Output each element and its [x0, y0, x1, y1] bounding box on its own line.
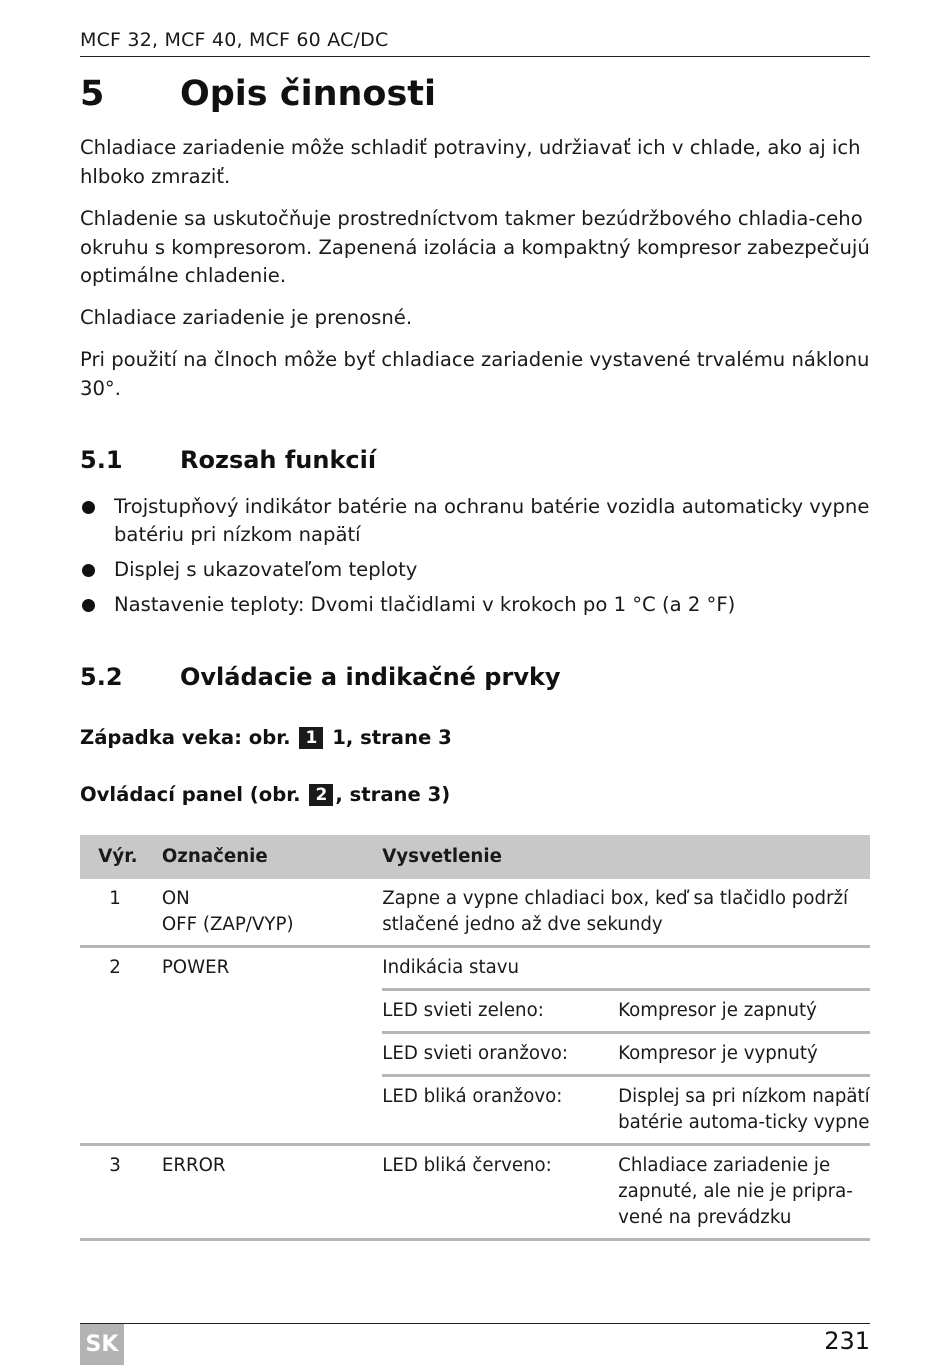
- bullet-icon: [82, 501, 95, 514]
- table-header-row: [80, 835, 870, 879]
- subsection-number: 5.1: [80, 446, 123, 474]
- controls-table: [80, 835, 870, 1241]
- subsection-heading-controls: [80, 663, 561, 691]
- table-subrow: LED bliká oranžovo: Displej sa pri nízkom napätí batérie automa-ticky vypne: [80, 1076, 870, 1145]
- table-row: 1 ON OFF (ZAP/VYP) Zapne a vypne chladiaci box, keď sa tlačidlo podrží stlačené jedno až dve sekundy: [80, 879, 870, 947]
- subsection-title: Rozsah funkcií: [180, 446, 377, 474]
- paragraph-1: Chladiace zariadenie môže schladiť potraviny, udržiavať ich v chlade, ako aj ich hlboko zmraziť.: [80, 136, 861, 188]
- list-item: Trojstupňový indikátor batérie na ochranu batérie vozidla automaticky vypne batériu pri nízkom napätí: [80, 493, 870, 549]
- subsection-title: Ovládacie a indikačné prvky: [180, 663, 561, 691]
- section-title: Opis činnosti: [180, 74, 437, 114]
- subsection-heading-functions: [80, 446, 376, 474]
- language-tab: SK: [80, 1324, 124, 1365]
- table-row: 3 ERROR LED bliká červeno: Chladiace zariadenie je zapnuté, ale nie je pripra-vené na prevádzku: [80, 1145, 870, 1240]
- control-panel-reference: Ovládací panel (obr. 2 , strane 3): [80, 783, 451, 806]
- lid-latch-reference: Západka veka: obr. 1 1, strane 3: [80, 726, 452, 749]
- figure-number-badge: 2: [309, 784, 333, 806]
- list-item: Displej s ukazovateľom teploty: [80, 556, 870, 584]
- column-header-pos: Výr.: [80, 835, 162, 879]
- footer-divider: [80, 1323, 870, 1324]
- bullet-icon: [82, 599, 95, 612]
- table-subrow: LED svieti zeleno: Kompresor je zapnutý: [80, 990, 870, 1033]
- table-row: 2 POWER Indikácia stavu: [80, 947, 870, 990]
- bullet-icon: [82, 564, 95, 577]
- figure-number-badge: 1: [299, 727, 323, 749]
- column-header-label: Označenie: [162, 835, 382, 879]
- page-number: 231: [824, 1327, 870, 1355]
- column-header-explanation: Vysvetlenie: [382, 835, 870, 879]
- section-heading: [80, 74, 436, 114]
- paragraph-4: Pri použití na člnoch môže byť chladiace zariadenie vystavené trvalému náklonu 30°.: [80, 348, 870, 400]
- table-subrow: LED svieti oranžovo: Kompresor je vypnutý: [80, 1033, 870, 1076]
- feature-list: [80, 493, 870, 626]
- paragraph-3: Chladiace zariadenie je prenosné.: [80, 306, 413, 329]
- section-number: 5: [80, 74, 105, 114]
- subsection-number: 5.2: [80, 663, 123, 691]
- running-header: MCF 32, MCF 40, MCF 60 AC/DC: [80, 29, 870, 57]
- paragraph-2: Chladenie sa uskutočňuje prostredníctvom takmer bezúdržbového chladia-ceho okruhu s kompresorom. Zapenená izolácia a kompaktný kompresor zabezpečujú optimálne chladenie.: [80, 207, 870, 287]
- list-item: Nastavenie teploty: Dvomi tlačidlami v krokoch po 1 °C (a 2 °F): [80, 591, 870, 619]
